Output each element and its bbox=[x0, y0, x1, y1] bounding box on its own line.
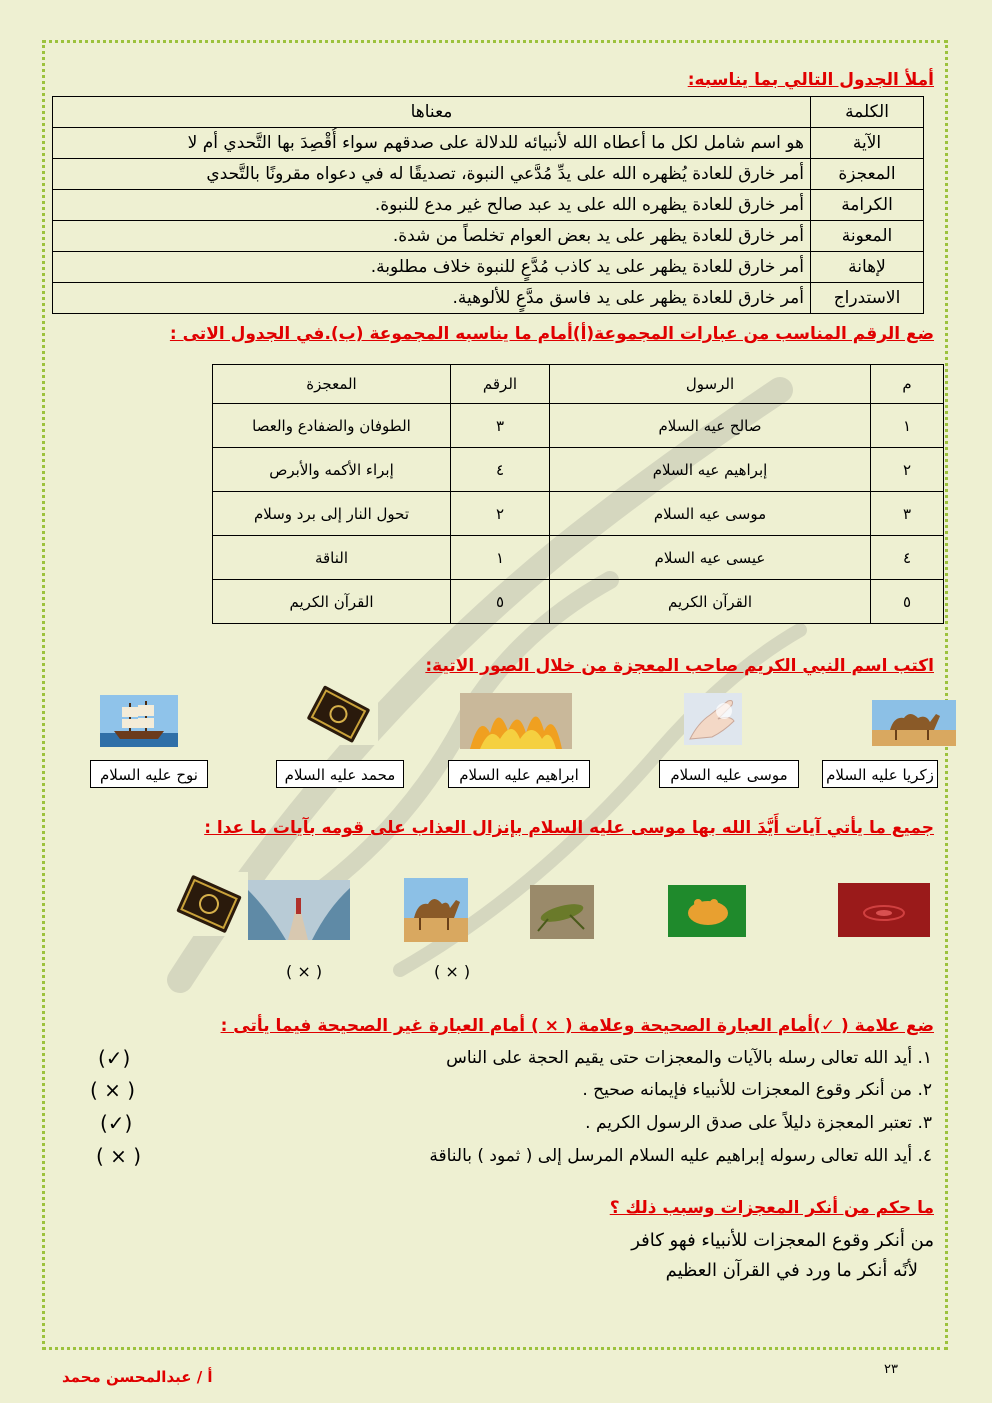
section5-heading: ضع علامة ( ✓)أمام العبارة الصحيحة وعلامة ( × ) أمام العبارة غير الصحيحة فيما يأتى : bbox=[220, 1016, 934, 1036]
check-mark: (✓) bbox=[100, 1111, 133, 1135]
prophet-cell: إبراهيم عيه السلام bbox=[550, 448, 871, 492]
miracle-cell: الطوفان والضفادع والعصا bbox=[213, 404, 451, 448]
prophet-cell: موسى عيه السلام bbox=[550, 492, 871, 536]
locust-image bbox=[530, 885, 594, 939]
header-meaning: معناها bbox=[53, 97, 811, 128]
header-word: الكلمة bbox=[811, 97, 924, 128]
ship-image bbox=[100, 695, 178, 747]
camel-image bbox=[404, 878, 468, 942]
row-index: ٣ bbox=[871, 492, 944, 536]
definitions-table bbox=[52, 96, 924, 314]
check-mark: (✓) bbox=[98, 1046, 131, 1070]
statement-text: ٤. أيد الله تعالى رسوله إبراهيم عليه السلام المرسل إلى ( ثمود ) بالناقة bbox=[429, 1146, 932, 1166]
definition-cell: أمر خارق للعادة يظهر على يد فاسق مدَّعٍ للألوهية. bbox=[53, 283, 811, 314]
table-header-row bbox=[53, 97, 924, 128]
statement-text: ٢. من أنكر وقوع المعجزات للأنبياء فإيمانه صحيح . bbox=[582, 1080, 932, 1100]
number-cell: ٤ bbox=[451, 448, 550, 492]
frog-image bbox=[668, 885, 746, 937]
answer-line: من أنكر وقوع المعجزات للأنبياء فهو كافر bbox=[631, 1230, 934, 1251]
cross-mark: ( × ) bbox=[90, 1078, 136, 1102]
definition-cell: أمر خارق للعادة يُظهره الله على يدِّ مُدَّعي النبوة، تصديقًا له في دعواه مقرونًا بالتَّحدي bbox=[53, 159, 811, 190]
definition-cell: أمر خارق للعادة يظهر على يد بعض العوام تخلصاً من شدة. bbox=[53, 221, 811, 252]
table-row bbox=[53, 159, 924, 190]
term-cell: المعونة bbox=[811, 221, 924, 252]
answer-box[interactable]: زكريا عليه السلام bbox=[822, 760, 938, 788]
table-row bbox=[213, 448, 944, 492]
fire-image bbox=[460, 693, 572, 749]
answer-box[interactable]: نوح عليه السلام bbox=[90, 760, 208, 788]
prophet-cell: صالح عيه السلام bbox=[550, 404, 871, 448]
cross-mark: ( × ) bbox=[96, 1144, 142, 1168]
section6-heading: ما حكم من أنكر المعجزات وسبب ذلك ؟ bbox=[609, 1198, 934, 1218]
page-number: ٢٣ bbox=[884, 1362, 898, 1377]
miracle-cell: الناقة bbox=[213, 536, 451, 580]
quran-image bbox=[170, 872, 248, 936]
table-row bbox=[53, 283, 924, 314]
author-name: أ / عبدالمحسن محمد bbox=[62, 1368, 213, 1386]
number-cell: ٣ bbox=[451, 404, 550, 448]
matching-table bbox=[212, 364, 944, 624]
statement-text: ١. أيد الله تعالى رسله بالآيات والمعجزات حتى يقيم الحجة على الناس bbox=[446, 1048, 932, 1068]
prophet-cell: عيسى عيه السلام bbox=[550, 536, 871, 580]
section2-heading: ضع الرقم المناسب من عبارات المجموعة(أ)أمام ما يناسبه المجموعة (ب).في الجدول الاتى : bbox=[169, 324, 934, 344]
prophet-cell: القرآن الكريم bbox=[550, 580, 871, 624]
table-row bbox=[53, 190, 924, 221]
header-miracle: المعجزة bbox=[213, 365, 451, 404]
row-index: ٤ bbox=[871, 536, 944, 580]
row-index: ٥ bbox=[871, 580, 944, 624]
section1-heading: أملأ الجدول التالي بما يناسبه: bbox=[687, 70, 934, 90]
quran-image bbox=[298, 685, 378, 745]
definition-cell: أمر خارق للعادة يظهره الله على يد عبد صالح غير مدع للنبوة. bbox=[53, 190, 811, 221]
answer-box[interactable]: محمد عليه السلام bbox=[276, 760, 404, 788]
sea-parting-image bbox=[248, 880, 350, 940]
answer-box[interactable]: موسى عليه السلام bbox=[659, 760, 799, 788]
number-cell: ١ bbox=[451, 536, 550, 580]
answer-box[interactable]: ابراهيم عليه السلام bbox=[448, 760, 590, 788]
camel-image bbox=[872, 700, 956, 746]
cross-mark: ( × ) bbox=[286, 962, 323, 981]
term-cell: الكرامة bbox=[811, 190, 924, 221]
section4-heading: جميع ما يأتي آيات أَيَّدَ الله بها موسى عليه السلام بإنزال العذاب على قومه بآيات ما عدا : bbox=[204, 818, 934, 838]
definition-cell: أمر خارق للعادة يظهر على يد كاذب مُدَّعٍ للنبوة خلاف مطلوبة. bbox=[53, 252, 811, 283]
header-m: م bbox=[871, 365, 944, 404]
table-row bbox=[213, 580, 944, 624]
blood-image bbox=[838, 883, 930, 937]
term-cell: لإهانة bbox=[811, 252, 924, 283]
table-row bbox=[53, 128, 924, 159]
table-row bbox=[213, 492, 944, 536]
term-cell: الآية bbox=[811, 128, 924, 159]
cross-mark: ( × ) bbox=[434, 962, 471, 981]
table-row bbox=[213, 404, 944, 448]
header-number: الرقم bbox=[451, 365, 550, 404]
table-header-row bbox=[213, 365, 944, 404]
hand-image bbox=[684, 693, 742, 745]
section3-heading: اكتب اسم النبي الكريم صاحب المعجزة من خلال الصور الاتية: bbox=[425, 656, 934, 676]
number-cell: ٥ bbox=[451, 580, 550, 624]
row-index: ٢ bbox=[871, 448, 944, 492]
miracle-cell: تحول النار إلى برد وسلام bbox=[213, 492, 451, 536]
definition-cell: هو اسم شامل لكل ما أعطاه الله لأنبيائه للدلالة على صدقهم سواء أُقْصِدَ بها التَّحدي أم لا bbox=[53, 128, 811, 159]
row-index: ١ bbox=[871, 404, 944, 448]
statement-text: ٣. تعتبر المعجزة دليلاً على صدق الرسول الكريم . bbox=[585, 1113, 932, 1133]
term-cell: المعجزة bbox=[811, 159, 924, 190]
table-row bbox=[213, 536, 944, 580]
answer-line: لأنًه أنكر ما ورد في القرآن العظيم bbox=[665, 1260, 918, 1281]
miracle-cell: القرآن الكريم bbox=[213, 580, 451, 624]
header-prophet: الرسول bbox=[550, 365, 871, 404]
miracle-cell: إبراء الأكمه والأبرص bbox=[213, 448, 451, 492]
term-cell: الاستدراج bbox=[811, 283, 924, 314]
number-cell: ٢ bbox=[451, 492, 550, 536]
table-row bbox=[53, 252, 924, 283]
table-row bbox=[53, 221, 924, 252]
